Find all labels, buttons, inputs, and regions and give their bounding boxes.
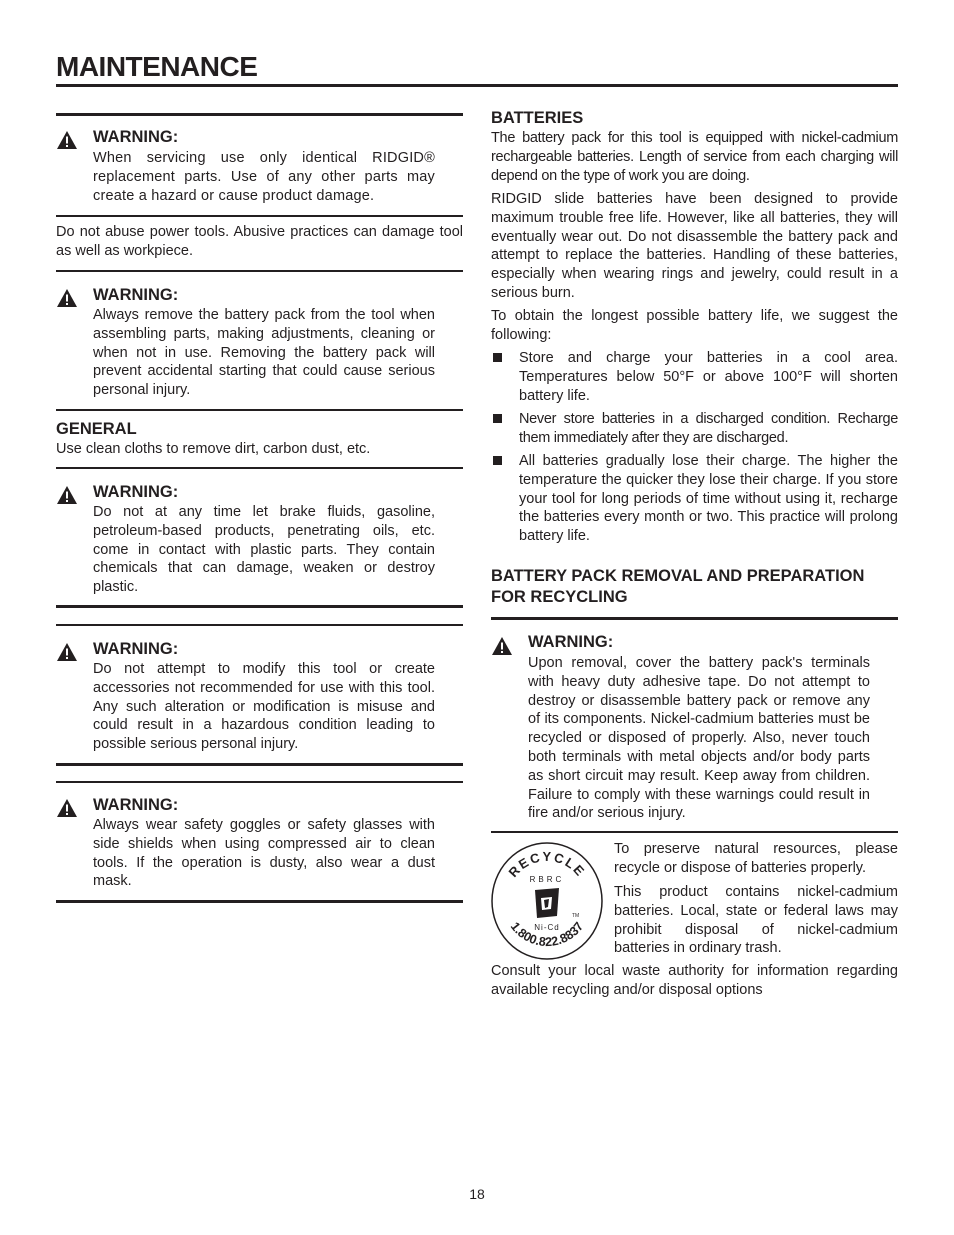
warning-text: Always wear safety goggles or safety glasses with side shields when using compressed air to clean tools. If the operation is dusty, also wear a dust mask.	[93, 817, 435, 890]
warning-text: When servicing use only identical RIDGID® replacement parts. Use of any other parts may create a hazard or cause product damage.	[93, 150, 435, 204]
warning-text: Do not attempt to modify this tool or create accessories not recommended for use with this tool. Any such alteration or modification is misuse and could result in a hazardous condition leading to possible serious personal injury.	[93, 661, 435, 753]
rbrc-recycle-seal	[491, 842, 603, 960]
warning-triangle-icon	[56, 130, 78, 150]
logo-phone-text: 1.800.822.8837	[507, 919, 587, 950]
divider	[56, 605, 463, 608]
warning-text: Upon removal, cover the battery pack's terminals with heavy duty adhesive tape. Do not attempt to destroy or disassemble battery pack or remove any of its components. Nickel-cadmium batteries must be recycled or disposed of properly. Also, never touch both terminals with metal objects and/or body parts as short circuit may result. Keep away from children. Failure to comply with these warnings could result in fire and/or serious injury.	[528, 655, 870, 822]
warning-heading: WARNING:	[93, 128, 179, 146]
general-text: Use clean cloths to remove dirt, carbon dust, etc.	[56, 441, 371, 457]
batteries-paragraph: RIDGID slide batteries have been designed to provide maximum trouble free life. However, like all batteries, they will eventually wear out. Do not disassemble the battery pack and attempt to replace the batteries. Handling of these batteries, especially when wearing rings and jewelry, could result in a serious burn.	[491, 191, 898, 301]
warning-triangle-icon	[56, 288, 78, 308]
divider	[56, 763, 463, 766]
divider	[56, 900, 463, 903]
warning-triangle-icon	[56, 485, 78, 505]
warning-heading: WARNING:	[93, 640, 179, 658]
removal-heading-line: FOR RECYCLING	[491, 588, 628, 606]
square-bullet-icon	[493, 456, 502, 465]
warning-heading: WARNING:	[93, 796, 179, 814]
removal-heading	[491, 566, 864, 608]
divider	[491, 831, 898, 833]
recycle-paragraph: This product contains nickel-cadmium batteries. Local, state or federal laws may prohibit disposal of nickel-cadmium batteries in ordinary trash.	[614, 884, 898, 957]
logo-top-text: RECYCLE	[505, 848, 589, 880]
batteries-paragraph: To obtain the longest possible battery life, we suggest the following:	[491, 308, 898, 343]
warning-text: Always remove the battery pack from the tool when assembling parts, making adjustments, cleaning or when not in use. Removing the battery pack will prevent accidental starting that could cause serious personal injury.	[93, 307, 435, 399]
page-number: 18	[469, 1186, 485, 1202]
divider	[56, 409, 463, 411]
recycle-paragraph: To preserve natural resources, please recycle or dispose of batteries properly.	[614, 841, 898, 876]
divider	[56, 113, 463, 116]
square-bullet-icon	[493, 353, 502, 362]
square-bullet-icon	[493, 414, 502, 423]
batteries-paragraph: The battery pack for this tool is equipped with nickel-cadmium rechargeable batteries. Length of service from each charging will depend on the type of work you are doing.	[491, 130, 898, 184]
divider	[491, 617, 898, 620]
divider	[56, 467, 463, 469]
divider	[56, 270, 463, 272]
warning-triangle-icon	[56, 642, 78, 662]
warning-triangle-icon	[491, 636, 513, 656]
title-rule	[56, 84, 898, 87]
consult-paragraph: Consult your local waste authority for information regarding available recycling and/or disposal options	[491, 963, 898, 998]
page-title: MAINTENANCE	[56, 51, 258, 82]
batteries-heading: BATTERIES	[491, 109, 584, 127]
warning-heading: WARNING:	[93, 286, 179, 304]
logo-org-text: RBRC	[529, 875, 565, 884]
divider	[56, 624, 463, 626]
list-item: All batteries gradually lose their charge. The higher the temperature the quicker they lose their charge. If you store your tool for long periods of time without using it, recharge the batteries every month or two. This practice will prolong battery life.	[519, 453, 898, 545]
warning-text: Do not at any time let brake fluids, gasoline, petroleum-based products, penetrating oils, etc. come in contact with plastic parts. They contain chemicals that can damage, weaken or destroy plastic.	[93, 504, 435, 596]
warning-heading: WARNING:	[93, 483, 179, 501]
divider	[56, 215, 463, 217]
logo-tm-text: TM	[572, 913, 580, 919]
logo-chem-text: Ni-Cd	[534, 923, 560, 932]
divider	[56, 781, 463, 783]
warning-triangle-icon	[56, 798, 78, 818]
abuse-paragraph: Do not abuse power tools. Abusive practices can damage tool as well as workpiece.	[56, 224, 463, 259]
warning-heading: WARNING:	[528, 633, 614, 651]
general-heading: GENERAL	[56, 420, 137, 438]
list-item: Never store batteries in a discharged condition. Recharge them immediately after they are discharged.	[519, 411, 898, 446]
removal-heading-line: BATTERY PACK REMOVAL AND PREPARATION	[491, 567, 865, 585]
list-item: Store and charge your batteries in a cool area. Temperatures below 50°F or above 100°F will shorten battery life.	[519, 350, 898, 404]
